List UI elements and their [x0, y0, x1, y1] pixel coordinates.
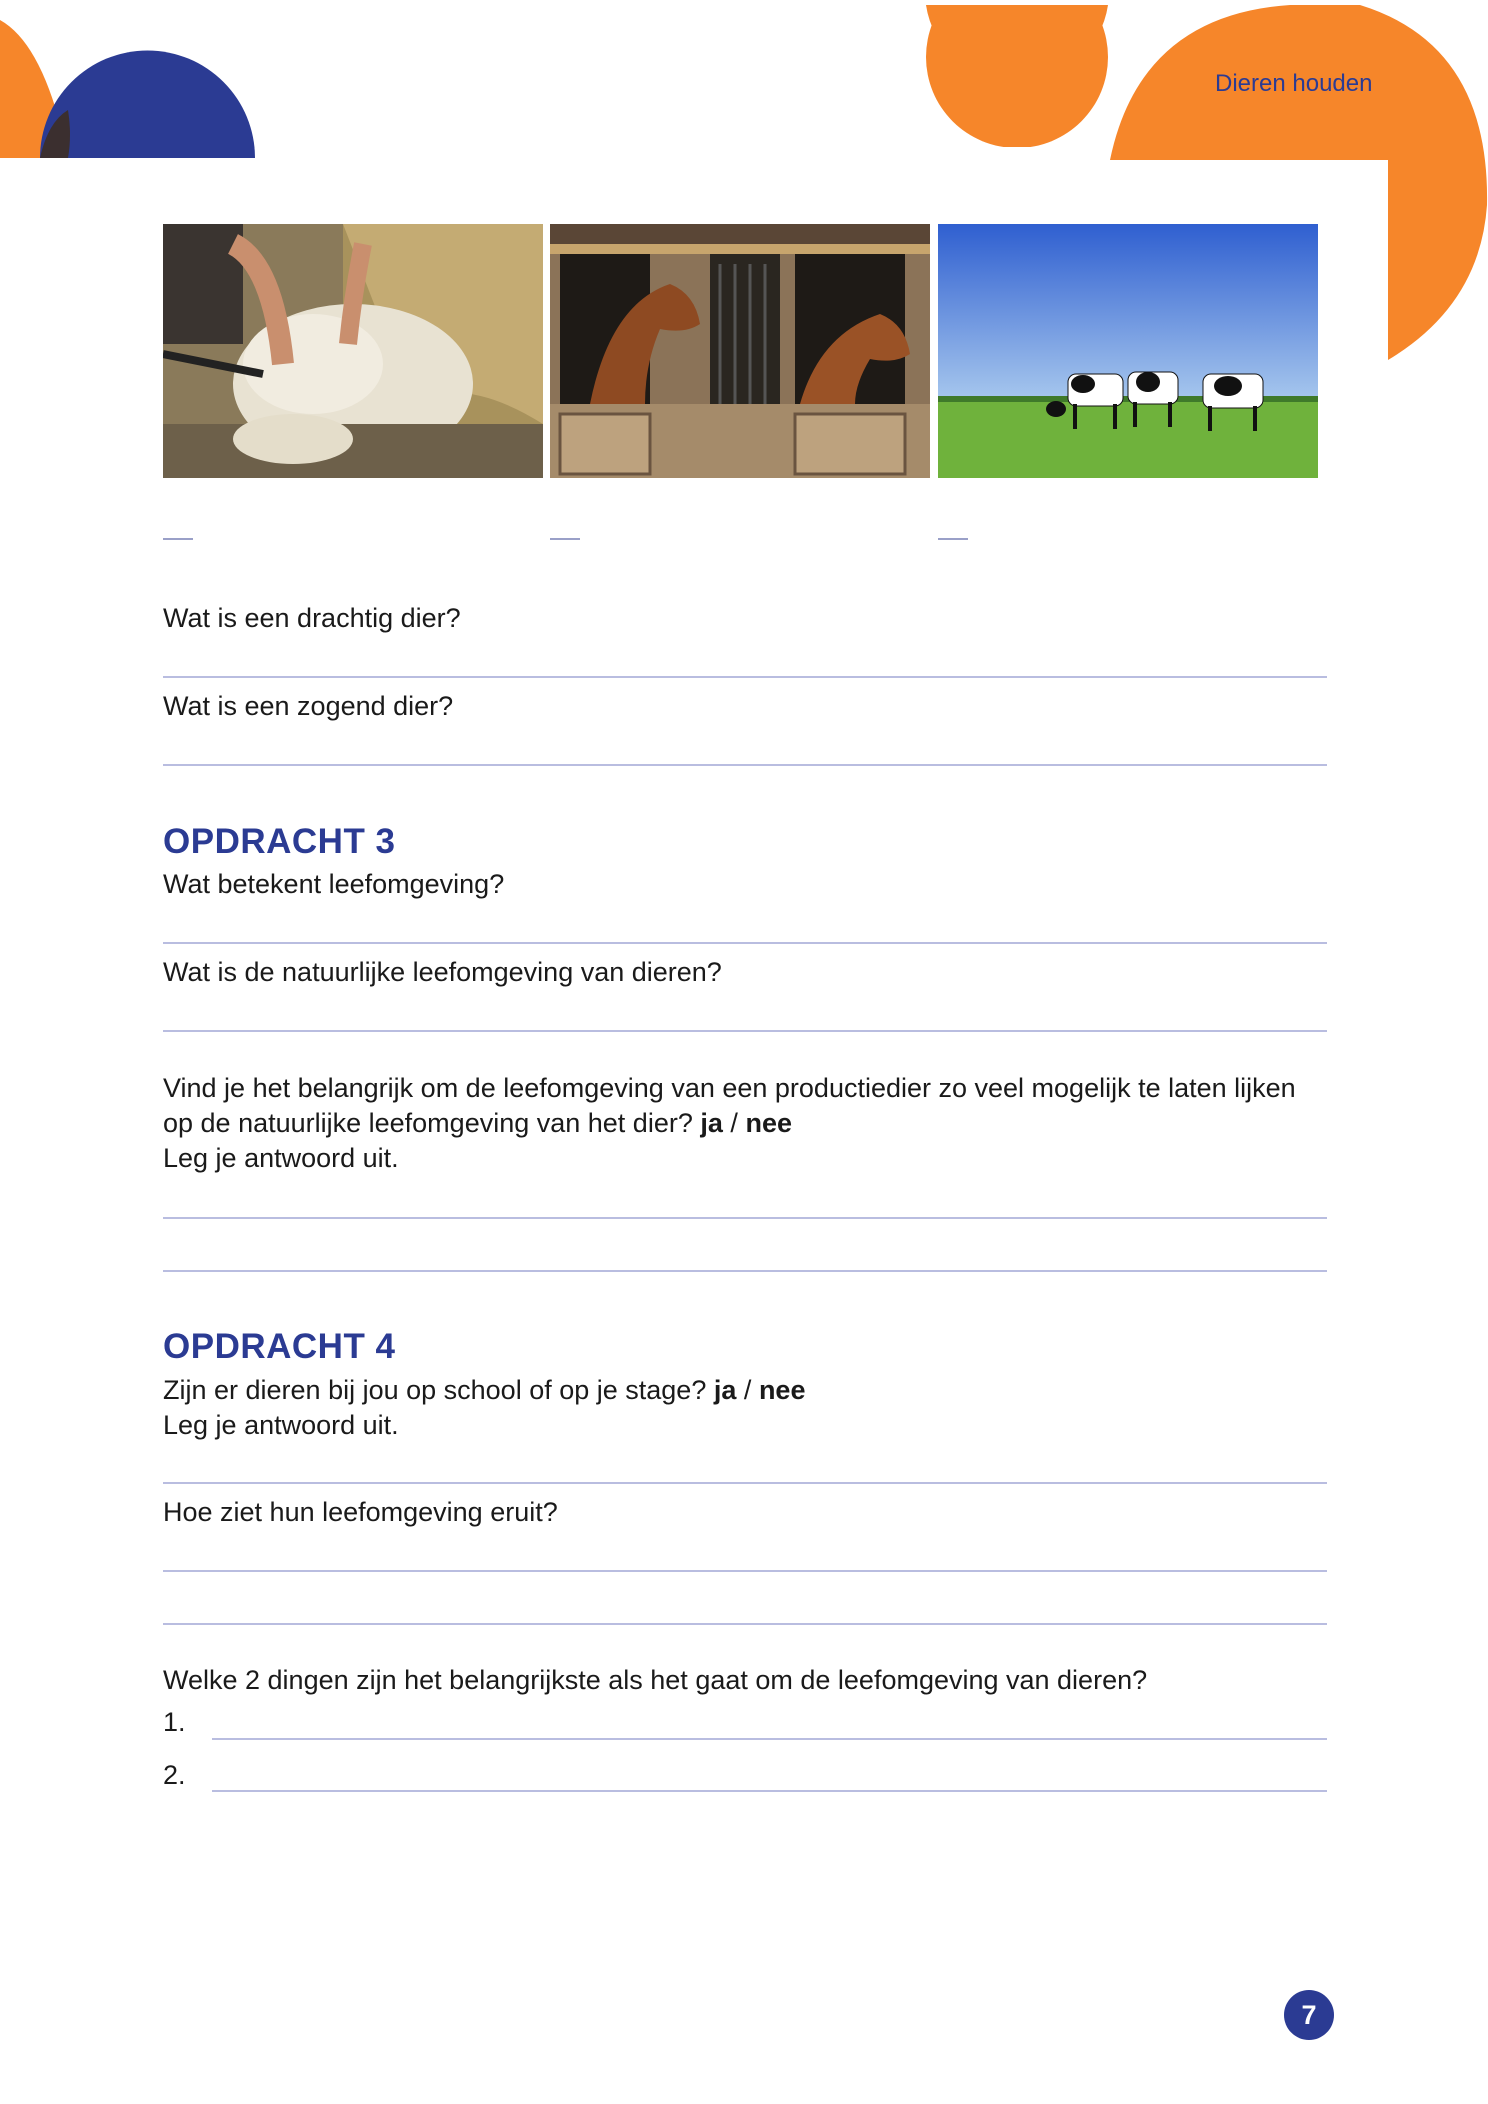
- answer-line-1[interactable]: [212, 1738, 1327, 1740]
- question-twee-dingen: Welke 2 dingen zijn het belangrijkste als het gaat om de leefomgeving van dieren?: [163, 1665, 1148, 1695]
- question-zogend: Wat is een zogend dier?: [163, 691, 454, 721]
- caption-line-3: [938, 538, 968, 540]
- question-hoe-ziet-leefomgeving: Hoe ziet hun leefomgeving eruit?: [163, 1497, 558, 1527]
- opdracht-3-heading: OPDRACHT 3: [163, 822, 396, 861]
- answer-line[interactable]: [163, 1217, 1327, 1219]
- nee-option[interactable]: nee: [745, 1108, 792, 1138]
- answer-line[interactable]: [163, 1623, 1327, 1625]
- question-dieren-school-line2: Leg je antwoord uit.: [163, 1410, 399, 1440]
- caption-line-2: [550, 538, 580, 540]
- answer-line[interactable]: [163, 764, 1327, 766]
- list-number-1: 1.: [163, 1707, 186, 1737]
- answer-line[interactable]: [163, 942, 1327, 944]
- question-leefomgeving: Wat betekent leefomgeving?: [163, 869, 505, 899]
- question-productiedier: [163, 1071, 1333, 1176]
- question-drachtig: Wat is een drachtig dier?: [163, 603, 461, 633]
- top-center-orange-circle: [924, 5, 1110, 147]
- question-natuurlijke-leefomgeving: Wat is de natuurlijke leefomgeving van dieren?: [163, 957, 722, 987]
- answer-line[interactable]: [163, 1270, 1327, 1272]
- answer-line-2[interactable]: [212, 1790, 1327, 1792]
- sheep-shearing-photo: [163, 224, 543, 478]
- ja-option[interactable]: ja: [713, 1375, 737, 1405]
- top-left-decoration: [0, 0, 260, 160]
- nee-option[interactable]: nee: [758, 1375, 806, 1405]
- question-productiedier-line3: Leg je antwoord uit.: [163, 1143, 399, 1173]
- answer-line[interactable]: [163, 1482, 1327, 1484]
- answer-line[interactable]: [163, 676, 1327, 678]
- horses-in-stable-photo: [550, 224, 930, 478]
- page-number-badge: 7: [1284, 1990, 1334, 2040]
- answer-line[interactable]: [163, 1570, 1327, 1572]
- opdracht-4-heading: OPDRACHT 4: [163, 1327, 396, 1366]
- ja-option[interactable]: ja: [700, 1108, 723, 1138]
- caption-line-1: [163, 538, 193, 540]
- list-number-2: 2.: [163, 1760, 186, 1790]
- question-productiedier-line1: Vind je het belangrijk om de leefomgeving van een productiedier zo veel mogelijk te laten lijken: [163, 1073, 1296, 1103]
- header-title: Dieren houden: [1215, 70, 1373, 97]
- question-dieren-school-line1: Zijn er dieren bij jou op school of op je stage? ja / nee: [163, 1375, 806, 1405]
- cows-in-pasture-photo: [938, 224, 1318, 478]
- question-productiedier-line2: op de natuurlijke leefomgeving van het dier? ja / nee: [163, 1108, 792, 1138]
- question-dieren-school: [163, 1373, 1333, 1443]
- answer-line[interactable]: [163, 1030, 1327, 1032]
